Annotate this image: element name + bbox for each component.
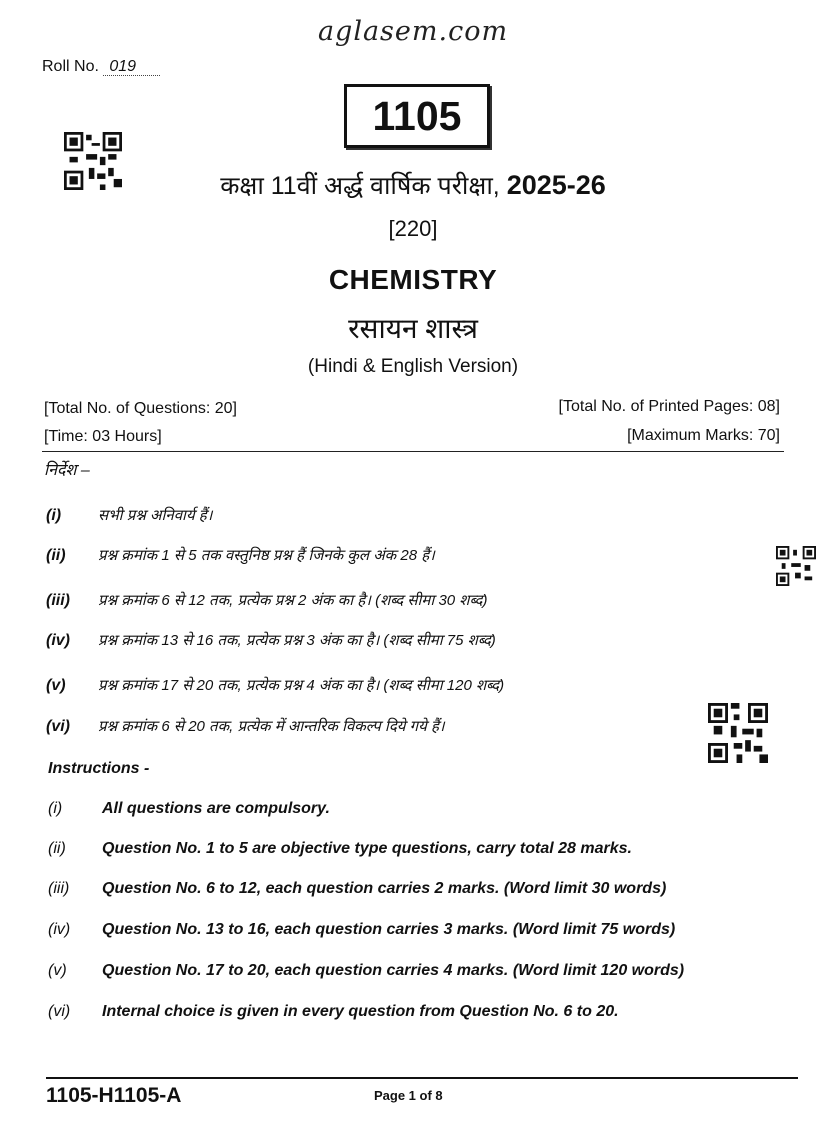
item-number: (ii) (46, 547, 66, 564)
subject-code: [220] (388, 216, 438, 241)
printed-pages: [Total No. of Printed Pages: 08] (558, 398, 780, 415)
hindi-instruction-item (46, 716, 766, 736)
qr-code-icon (776, 546, 816, 586)
item-text: All questions are compulsory. (102, 800, 330, 817)
item-text: सभी प्रश्न अनिवार्य हैं। (98, 507, 213, 524)
footer-divider (46, 1077, 798, 1079)
item-text: प्रश्न क्रमांक 17 से 20 तक, प्रत्येक प्रश्न 4 अंक का है। (शब्द सीमा 120 शब्द) (98, 677, 505, 694)
paper-code-box: 1105 (344, 84, 490, 148)
instruction-item (48, 962, 788, 980)
instruction-item (48, 1003, 788, 1021)
total-questions: [Total No. of Questions: 20] (44, 400, 237, 417)
item-number: (v) (46, 677, 66, 694)
watermark: aglasem.com (317, 16, 509, 47)
item-text: प्रश्न क्रमांक 6 से 12 तक, प्रत्येक प्रश्न 2 अंक का है। (शब्द सीमा 30 शब्द) (98, 592, 488, 609)
item-number: (iii) (46, 592, 70, 609)
item-text: प्रश्न क्रमांक 13 से 16 तक, प्रत्येक प्रश्न 3 अंक का है। (शब्द सीमा 75 शब्द) (98, 632, 496, 649)
exam-title-hindi: कक्षा 11वीं अर्द्ध वार्षिक परीक्षा, (220, 172, 500, 200)
item-text: प्रश्न क्रमांक 6 से 20 तक, प्रत्येक में आन्तरिक विकल्प दिये गये हैं। (98, 718, 445, 735)
hindi-instruction-item (46, 675, 766, 695)
subject-title: CHEMISTRY (328, 264, 498, 295)
exam-title (0, 168, 826, 202)
item-text: Question No. 13 to 16, each question carries 3 marks. (Word limit 75 words) (102, 921, 676, 938)
item-number: (ii) (48, 840, 66, 857)
hindi-instruction-item (46, 505, 766, 525)
hindi-instruction-item (46, 630, 766, 650)
exam-year: 2025-26 (506, 170, 606, 200)
version-note: (Hindi & English Version) (307, 356, 519, 377)
hindi-instruction-item (46, 590, 766, 610)
item-number: (vi) (46, 718, 70, 735)
subject-title-hindi: रसायन शास्त्र (348, 313, 478, 344)
instruction-item (48, 921, 788, 939)
hindi-instruction-item (46, 545, 766, 565)
item-text: Question No. 17 to 20, each question carries 4 marks. (Word limit 120 words) (102, 962, 685, 979)
instructions-heading: Instructions - (48, 760, 150, 777)
instruction-item (48, 880, 788, 898)
item-number: (vi) (48, 1003, 71, 1020)
roll-number (42, 58, 160, 76)
item-number: (iii) (48, 880, 70, 897)
item-number: (i) (48, 800, 63, 817)
item-number: (iv) (48, 921, 71, 938)
item-number: (i) (46, 507, 62, 524)
item-text: प्रश्न क्रमांक 1 से 5 तक वस्तुनिष्ठ प्रश्न हैं जिनके कुल अंक 28 हैं। (98, 547, 435, 564)
item-text: Internal choice is given in every question from Question No. 6 to 20. (102, 1003, 619, 1020)
header-divider (42, 451, 784, 452)
instruction-item (48, 800, 788, 818)
page-number: Page 1 of 8 (374, 1088, 443, 1103)
item-number: (v) (48, 962, 67, 979)
footer-paper-code: 1105-H1105-A (46, 1084, 182, 1107)
roll-number-label: Roll No. (42, 58, 99, 75)
item-text: Question No. 6 to 12, each question carries 2 marks. (Word limit 30 words) (102, 880, 667, 897)
roll-number-value: 019 (103, 58, 160, 76)
time-allowed: [Time: 03 Hours] (44, 428, 162, 445)
instruction-item (48, 840, 788, 858)
item-text: Question No. 1 to 5 are objective type questions, carry total 28 marks. (102, 840, 632, 857)
maximum-marks: [Maximum Marks: 70] (627, 427, 780, 444)
item-number: (iv) (46, 632, 70, 649)
hindi-instructions-heading: निर्देश – (44, 462, 90, 479)
